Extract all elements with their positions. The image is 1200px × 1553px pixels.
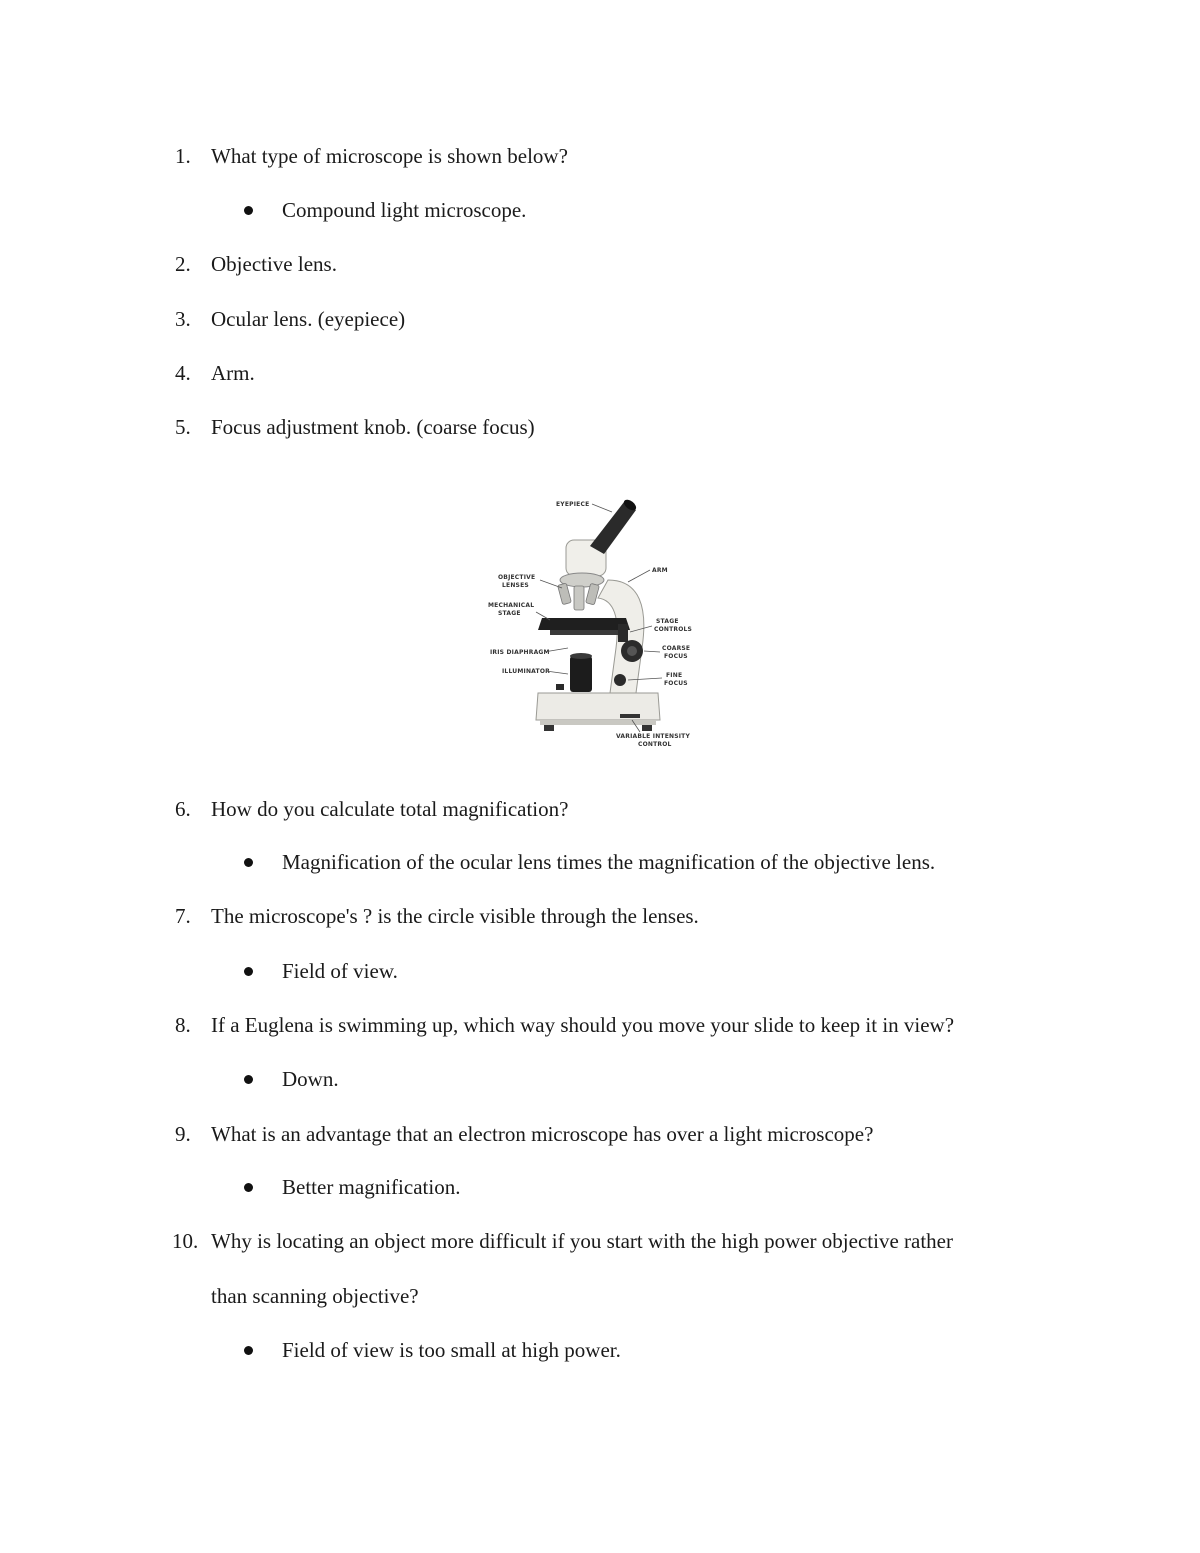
item-number: 5. <box>175 415 191 439</box>
item-number: 10. <box>172 1229 199 1253</box>
answer-text: Field of view. <box>282 959 398 983</box>
question-text: Why is locating an object more difficult if you start with the high power objective rather <box>211 1229 953 1253</box>
question-text: What is an advantage that an electron microscope has over a light microscope? <box>211 1122 874 1146</box>
label-stage-controls-1: STAGE <box>656 618 679 625</box>
question-text: What type of microscope is shown below? <box>211 144 568 168</box>
question-text: If a Euglena is swimming up, which way should you move your slide to keep it in view? <box>211 1013 955 1037</box>
label-coarse-focus-2: FOCUS <box>664 653 688 660</box>
item-number: 4. <box>175 361 191 385</box>
item-number: 7. <box>175 904 191 928</box>
label-arm: ARM <box>652 567 668 574</box>
question-text: Ocular lens. (eyepiece) <box>211 307 406 331</box>
item-number: 2. <box>175 252 191 276</box>
bullet-icon <box>244 858 253 867</box>
item-number: 6. <box>175 797 191 821</box>
answer-text: Down. <box>282 1067 339 1091</box>
label-fine-focus-2: FOCUS <box>664 680 688 687</box>
label-iris-diaphragm: IRIS DIAPHRAGM <box>490 649 550 656</box>
item-number: 9. <box>175 1122 191 1146</box>
label-objective-2: LENSES <box>502 582 529 589</box>
item-number: 3. <box>175 307 191 331</box>
label-intensity-1: VARIABLE INTENSITY <box>616 733 691 740</box>
answer-text: Field of view is too small at high power. <box>282 1338 621 1362</box>
question-text: Arm. <box>211 361 255 385</box>
answer-text: Better magnification. <box>282 1175 461 1199</box>
bullet-icon <box>244 967 253 976</box>
label-eyepiece: EYEPIECE <box>556 501 590 508</box>
answer-text: Magnification of the ocular lens times the magnification of the objective lens. <box>282 850 936 874</box>
question-text: Focus adjustment knob. (coarse focus) <box>211 415 535 439</box>
bullet-icon <box>244 1346 253 1355</box>
item-number: 8. <box>175 1013 191 1037</box>
answer-text: Compound light microscope. <box>282 198 527 222</box>
question-text: How do you calculate total magnification? <box>211 797 569 821</box>
label-mechanical-2: STAGE <box>498 610 521 617</box>
label-objective-1: OBJECTIVE <box>498 574 536 581</box>
label-coarse-focus-1: COARSE <box>662 645 691 652</box>
question-text: than scanning objective? <box>211 1284 419 1308</box>
label-stage-controls-2: CONTROLS <box>654 626 693 633</box>
question-text: The microscope's ? is the circle visible through the lenses. <box>211 904 699 928</box>
bullet-icon <box>244 206 253 215</box>
microscope-diagram <box>480 488 705 758</box>
label-intensity-2: CONTROL <box>638 741 672 748</box>
microscope-illustration <box>480 488 705 758</box>
bullet-icon <box>244 1075 253 1084</box>
label-fine-focus-1: FINE <box>666 672 683 679</box>
item-number: 1. <box>175 144 191 168</box>
label-illuminator: ILLUMINATOR <box>502 668 550 675</box>
question-text: Objective lens. <box>211 252 337 276</box>
bullet-icon <box>244 1183 253 1192</box>
label-mechanical-1: MECHANICAL <box>488 602 535 609</box>
